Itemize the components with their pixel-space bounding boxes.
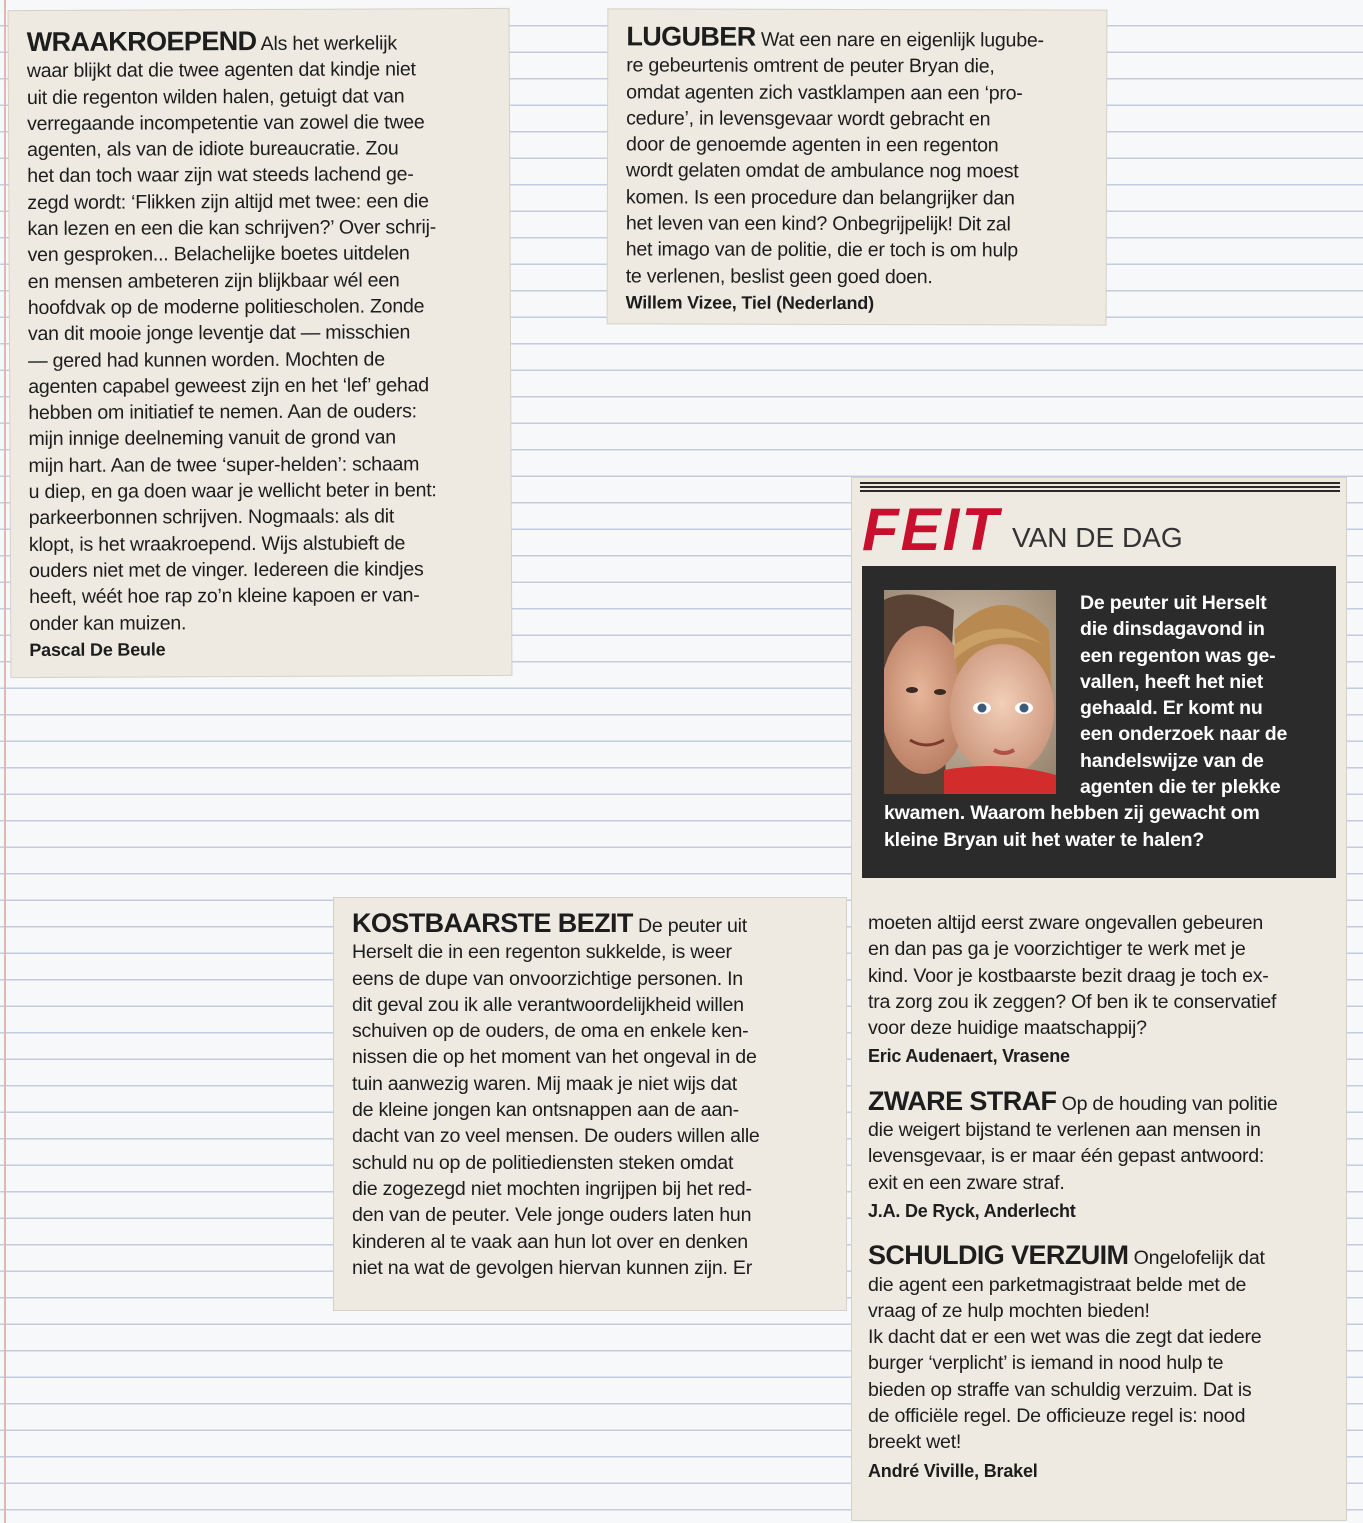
clipping-line: en mensen ambeteren zijn blijkbaar wél een — [27, 269, 400, 293]
clipping-line: heeft, wéét hoe rap zo’n kleine kapoen er van- — [29, 584, 420, 609]
clipping-line: uit die regenton wilden halen, getuigt dat van — [26, 84, 405, 109]
feit-box — [862, 566, 1336, 878]
clipping-line: wordt gelaten omdat de ambulance nog moest — [625, 159, 1019, 183]
feit-line: die dinsdagavond in — [1080, 618, 1265, 641]
clipping-line: tra zorg zou ik zeggen? Of ben ik te conservatief — [868, 990, 1277, 1013]
feit-line: kleine Bryan uit het water te halen? — [884, 828, 1205, 851]
clipping-line: te verlenen, beslist geen goed doen. — [625, 265, 933, 288]
feit-header-rules — [860, 482, 1340, 494]
clipping-line: breekt wet! — [868, 1431, 962, 1454]
clipping-line: tuin aanwezig waren. Mij maak je niet wijs dat — [352, 1072, 737, 1095]
clipping-heading: WRAAKROEPEND — [26, 26, 257, 58]
clipping-line: levensgevaar, is er maar één gepast antwoord: — [868, 1145, 1265, 1168]
clipping-line: en dan pas ga je voorzichtiger te werk met je — [868, 938, 1246, 961]
clipping-line: niet na wat de gevolgen hiervan kunnen zijn. Er — [352, 1256, 752, 1279]
feit-line: een regenton was ge- — [1080, 644, 1276, 667]
clipping-line: schuld nu op de politiediensten steken omdat — [352, 1151, 734, 1174]
clipping-line: ven gesproken... Belachelijke boetes uitdelen — [27, 242, 410, 267]
clipping-line: waar blijkt dat die twee agenten dat kindje niet — [26, 58, 416, 83]
clipping-author: Eric Audenaert, Vrasene — [868, 1046, 1070, 1067]
clipping-line: re gebeurtenis omtrent de peuter Bryan die, — [626, 54, 995, 78]
clipping-kostbaarste-bezit — [334, 898, 846, 1310]
clipping-line: zegd wordt: ‘Flikken zijn altijd met twee: een die — [27, 190, 429, 214]
clipping-heading: KOSTBAARSTE BEZIT — [352, 908, 633, 938]
clipping-line: moeten altijd eerst zware ongevallen gebeuren — [868, 912, 1264, 934]
clipping-author: Willem Vizee, Tiel (Nederland) — [625, 292, 874, 314]
feit-line: De peuter uit Herselt — [1080, 592, 1267, 614]
clipping-line: het dan toch waar zijn wat steeds lachend ge- — [27, 163, 414, 188]
clipping-line: Op de houding van politie — [1061, 1092, 1278, 1115]
clipping-line: de officiële regel. De officieuze regel is: nood — [868, 1405, 1246, 1428]
clipping-line: verregaande incompetentie van zowel die twee — [26, 111, 425, 135]
clipping-line: agenten, als van de idiote bureaucratie. Zou — [27, 137, 399, 162]
clipping-line: door de genoemde agenten in een regenton — [626, 133, 999, 157]
feit-line: kwamen. Waarom hebben zij gewacht om — [884, 802, 1260, 825]
clipping-line: u diep, en ga doen waar je wellicht beter in bent: — [28, 479, 437, 504]
notebook-margin-line — [4, 0, 6, 1523]
clipping-line: omdat agenten zich vastklampen aan een ‘pro- — [626, 80, 1023, 105]
clipping-line: de kleine jongen kan ontsnappen aan de aan- — [352, 1099, 739, 1122]
clipping-line: Wat een nare en eigenlijk lugube- — [760, 28, 1044, 52]
clipping-author: J.A. De Ryck, Anderlecht — [868, 1200, 1076, 1221]
feit-title — [862, 496, 1183, 563]
clipping-line: parkeerbonnen schrijven. Nogmaals: als dit — [28, 505, 395, 530]
clipping-wraakroepend — [9, 9, 512, 677]
clipping-line: hebben om initiatief te nemen. Aan de ouders: — [28, 400, 417, 425]
clipping-line: klopt, is het wraakroepend. Wijs alstubieft de — [28, 532, 406, 556]
clipping-line: die zogezegd niet mochten ingrijpen bij het red- — [352, 1177, 752, 1200]
clipping-line: Ongelofelijk dat — [1133, 1247, 1265, 1270]
clipping-line: exit en een zware straf. — [868, 1171, 1065, 1194]
clipping-author: André Viville, Brakel — [868, 1460, 1038, 1481]
feit-line: agenten die ter plekke — [1080, 776, 1281, 799]
clipping-line: agenten capabel geweest zijn en het ‘lef’ gehad — [28, 374, 429, 398]
clipping-line: komen. Is een procedure dan belangrijker dan — [625, 186, 1015, 210]
clipping-line: mijn innige deelneming vanuit de grond van — [28, 426, 396, 451]
clipping-line: kinderen al te vaak aan hun lot over en denken — [352, 1230, 748, 1253]
clipping-right-column-text — [868, 910, 1338, 1484]
clipping-line: die weigert bijstand te verlenen aan mensen in — [868, 1119, 1261, 1142]
clipping-line: cedure’, in levensgevaar wordt gebracht en — [626, 107, 991, 131]
clipping-heading: SCHULDIG VERZUIM — [868, 1240, 1129, 1271]
feit-body — [884, 590, 1320, 853]
clipping-luguber — [608, 9, 1107, 324]
clipping-line: vraag of ze hulp mochten bieden! — [868, 1299, 1150, 1322]
clipping-line: — gered had kunnen worden. Mochten de — [28, 348, 385, 372]
clipping-line: eens de dupe van onvoorzichtige personen. In — [352, 967, 743, 990]
clipping-line: van dit mooie jonge leventje dat — misschien — [27, 321, 411, 346]
clipping-line: den van de peuter. Vele jonge ouders laten hun — [352, 1204, 752, 1227]
clipping-line: bieden op straffe van schuldig verzuim. Dat is — [868, 1378, 1252, 1401]
clipping-line: Ik dacht dat er een wet was die zegt dat iedere — [868, 1326, 1262, 1349]
clipping-line: De peuter uit — [638, 915, 747, 937]
feit-line: een onderzoek naar de — [1080, 723, 1288, 746]
clipping-heading: LUGUBER — [626, 21, 756, 52]
feit-line: gehaald. Er komt nu — [1080, 697, 1263, 720]
clipping-line: hoofdvak op de moderne politiescholen. Zonde — [27, 295, 425, 319]
clipping-line: het imago van de politie, die er toch is om hulp — [625, 238, 1018, 262]
clipping-line: onder kan muizen. — [29, 611, 187, 635]
clipping-line: voor deze huidige maatschappij? — [868, 1017, 1147, 1040]
clipping-line: nissen die op het moment van het ongeval in de — [352, 1046, 757, 1069]
clipping-line: Herselt die in een regenton sukkelde, is weer — [352, 941, 732, 964]
clipping-heading: ZWARE STRAF — [868, 1085, 1057, 1116]
clipping-line: dacht van zo veel mensen. De ouders willen alle — [352, 1125, 760, 1148]
clipping-line: burger ‘verplicht’ is iemand in nood hulp te — [868, 1352, 1224, 1375]
feit-title-sub: VAN DE DAG — [1012, 522, 1183, 553]
clipping-line: schuiven op de ouders, de oma en enkele ken- — [352, 1020, 749, 1043]
clipping-line: mijn hart. Aan de twee ‘super-helden’: schaam — [28, 453, 420, 477]
clipping-author: Pascal De Beule — [29, 639, 166, 660]
clipping-line: Als het werkelijk — [260, 32, 397, 55]
clipping-line: kan lezen en een die kan schrijven?’ Over schrij- — [27, 216, 437, 241]
feit-line: handelswijze van de — [1080, 749, 1264, 772]
feit-title-word: FEIT — [862, 496, 1000, 563]
clipping-line: die agent een parketmagistraat belde met de — [868, 1273, 1247, 1296]
clipping-line: kind. Voor je kostbaarste bezit draag je toch ex- — [868, 964, 1269, 987]
feit-line: vallen, heeft het niet — [1080, 670, 1264, 693]
clipping-line: dit geval zou ik alle verantwoordelijkheid willen — [352, 993, 744, 1016]
clipping-line: het leven van een kind? Onbegrijpelijk! Dit zal — [625, 212, 1011, 236]
clipping-line: ouders niet met de vinger. Iedereen die kindjes — [28, 558, 424, 582]
